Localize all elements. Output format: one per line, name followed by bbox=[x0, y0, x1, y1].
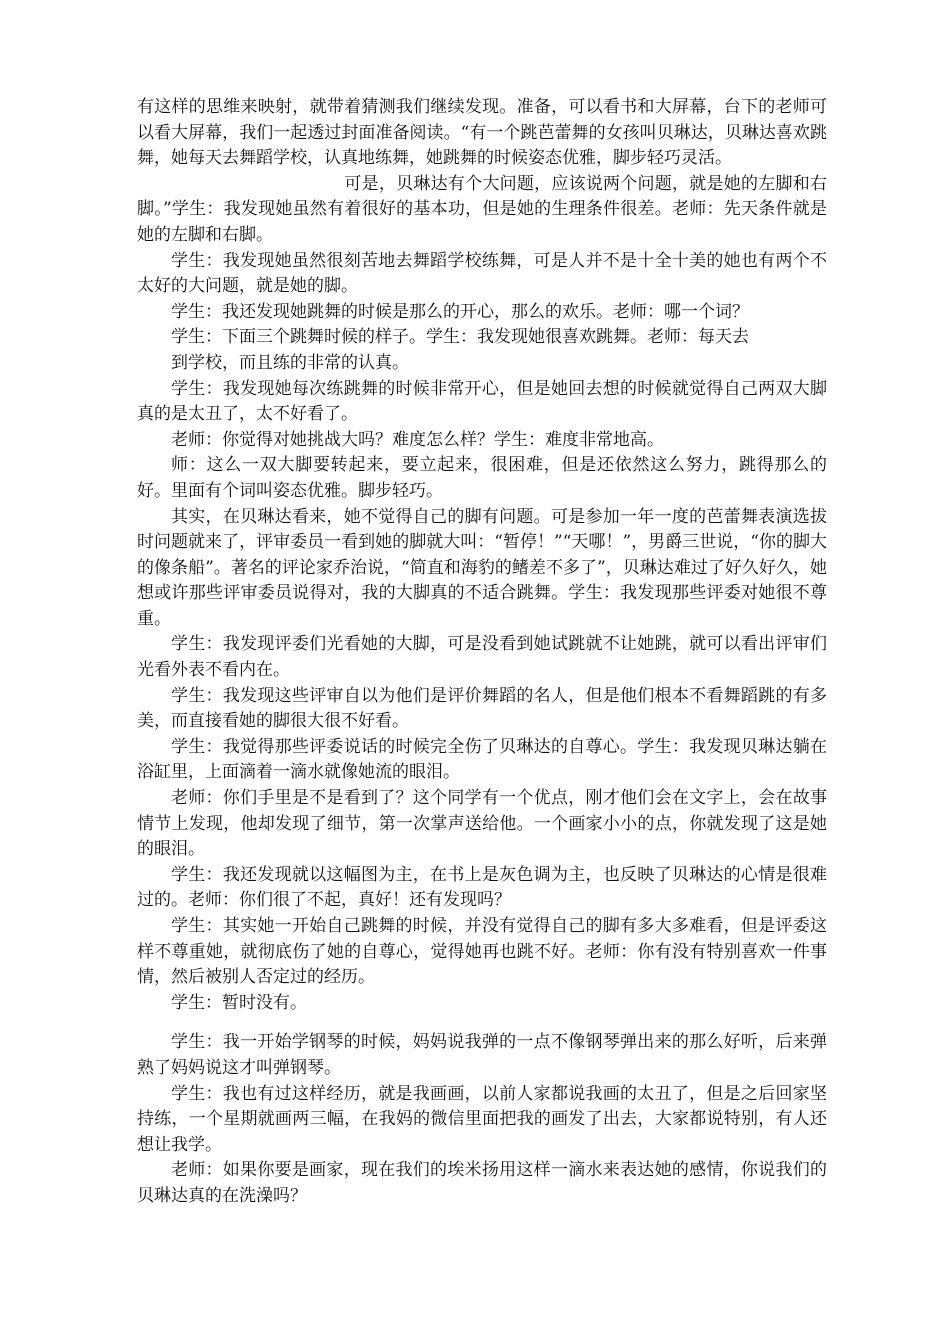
document-body bbox=[137, 95, 827, 1210]
paragraph: 师：这么一双大脚要转起来，要立起来，很困难，但是还依然这么努力，跳得那么的好。里面有个词叫姿态优雅。脚步轻巧。 bbox=[137, 455, 827, 501]
paragraph: 老师：你们手里是不是看到了？这个同学有一个优点，刚才他们会在文字上，会在故事情节上发现，他却发现了细节，第一次掌声送给他。一个画家小小的点，你就发现了这是她的眼泪。 bbox=[137, 788, 827, 860]
paragraph: 有这样的思维来映射，就带着猜测我们继续发现。准备，可以看书和大屏幕，台下的老师可以看大屏幕，我们一起透过封面准备阅读。“有一个跳芭蕾舞的女孩叫贝琳达，贝琳达喜欢跳舞，她每天去舞蹈学校，认真地练舞，她跳舞的时候姿态优雅，脚步轻巧灵活。 bbox=[137, 97, 827, 169]
paragraph: 到学校，而且练的非常的认真。 bbox=[171, 352, 409, 373]
paragraph: 学生：我发现这些评审自以为他们是评价舞蹈的名人，但是他们根本不看舞蹈跳的有多美，而直接看她的脚很大很不好看。 bbox=[137, 685, 827, 732]
paragraph: 学生：其实她一开始自己跳舞的时候，并没有觉得自己的脚有多大多难看，但是评委这样不尊重她，就彻底伤了她的自尊心，觉得她再也跳不好。老师：你有没有特别喜欢一件事情，然后被别人否定过的经历。 bbox=[137, 916, 827, 988]
paragraph: 其实，在贝琳达看来，她不觉得自己的脚有问题。可是参加一年一度的芭蕾舞表演选拔时问题就来了，评审委员一看到她的脚就大叫：“暂停！”“天哪！”，男爵三世说，“你的脚大的像条船”。著名的评论家乔治说，“简直和海豹的鳍差不多了”，贝琳达难过了好久好久，她想或许那些评审委员说得对，我的大脚真的不适合跳舞。学生：我发现那些评委对她很不尊重。 bbox=[137, 506, 827, 629]
paragraph: 学生：我也有过这样经历，就是我画画，以前人家都说我画的太丑了，但是之后回家坚持练，一个星期就画两三幅，在我妈的微信里面把我的画发了出去，大家都说特别，有人还想让我学。 bbox=[137, 1083, 827, 1155]
paragraph: 可是，贝琳达有个大问题，应该说两个问题，就是她的左脚和右脚。”学生：我发现她虽然有着很好的基本功，但是她的生理条件很差。老师：先天条件就是她的左脚和右脚。 bbox=[137, 173, 827, 245]
paragraph: 学生：我还发现她跳舞的时候是那么的开心，那么的欢乐。老师：哪一个词？ bbox=[171, 301, 749, 322]
paragraph: 学生：我觉得那些评委说话的时候完全伤了贝琳达的自尊心。学生：我发现贝琳达躺在浴缸里，上面滴着一滴水就像她流的眼泪。 bbox=[137, 736, 827, 783]
paragraph: 学生：下面三个跳舞时候的样子。学生：我发现她很喜欢跳舞。老师：每天去 bbox=[171, 327, 749, 348]
paragraph: 学生：我发现她每次练跳舞的时候非常开心，但是她回去想的时候就觉得自己两双大脚真的是太丑了，太不好看了。 bbox=[137, 378, 827, 425]
paragraph: 老师：你觉得对她挑战大吗？难度怎么样？学生：难度非常地高。 bbox=[171, 429, 664, 450]
paragraph: 学生：暂时没有。 bbox=[171, 992, 307, 1013]
paragraph: 学生：我一开始学钢琴的时候，妈妈说我弹的一点不像钢琴弹出来的那么好听，后来弹熟了妈妈说这才叫弹钢琴。 bbox=[137, 1032, 827, 1078]
paragraph: 老师：如果你要是画家，现在我们的埃米扬用这样一滴水来表达她的感情，你说我们的贝琳达真的在洗澡吗？ bbox=[137, 1160, 827, 1206]
paragraph: 学生：我发现她虽然很刻苦地去舞蹈学校练舞，可是人并不是十全十美的她也有两个不太好的大问题，就是她的脚。 bbox=[137, 250, 827, 297]
paragraph: 学生：我发现评委们光看她的大脚，可是没看到她试跳就不让她跳，就可以看出评审们光看外表不看内在。 bbox=[137, 634, 827, 681]
paragraph: 学生：我还发现就以这幅图为主，在书上是灰色调为主，也反映了贝琳达的心情是很难过的。老师：你们很了不起，真好！还有发现吗？ bbox=[137, 864, 827, 911]
